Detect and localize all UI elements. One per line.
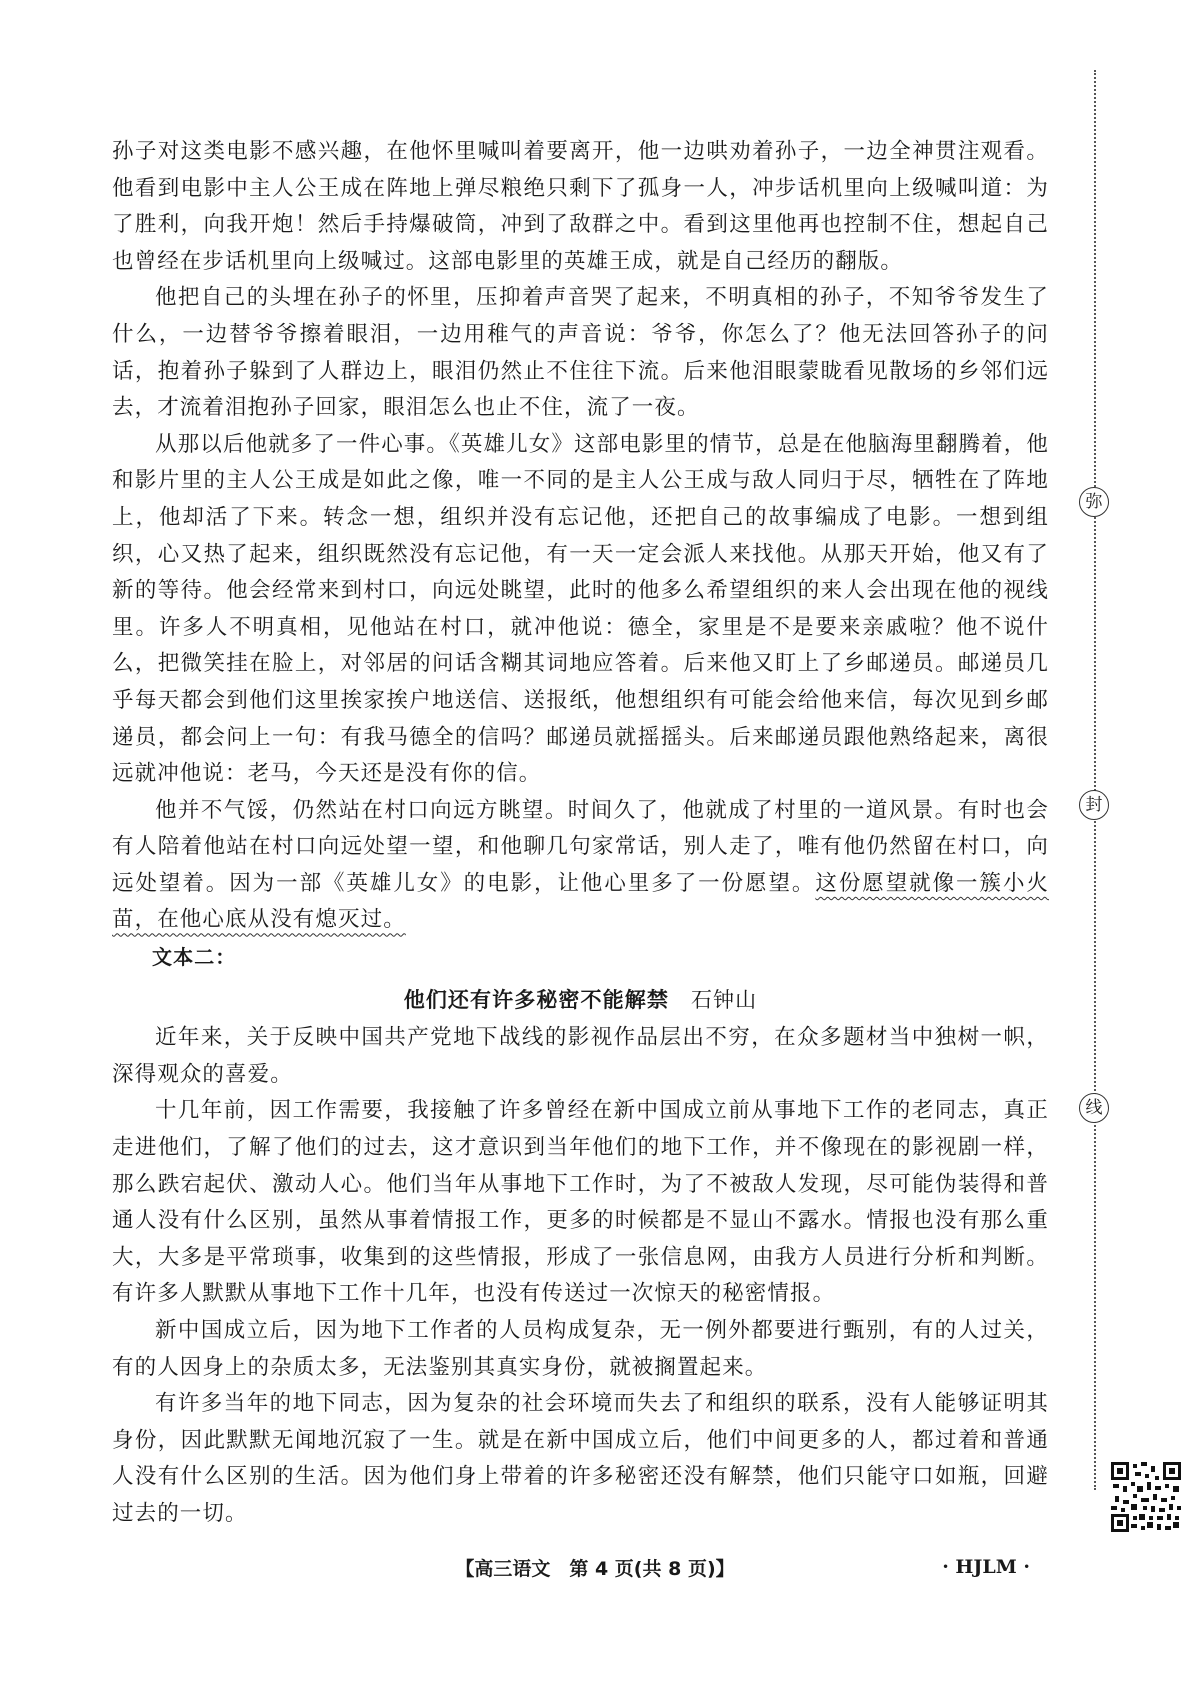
- article-author: 石钟山: [690, 987, 758, 1012]
- seal-mark-mi: 弥: [1079, 487, 1109, 517]
- seal-mark-feng: 封: [1079, 790, 1109, 820]
- paragraph: 孙子对这类电影不感兴趣，在他怀里喊叫着要离开，他一边哄劝着孙子，一边全神贯注观看。他看到电影中主人公王成在阵地上弹尽粮绝只剩下了孤身一人，冲步话机里向上级喊叫道：为了胜利，向我开炮！然后手持爆破筒，冲到了敌群之中。看到这里他再也控制不住，想起自己也曾经在步话机里向上级喊过。这部电影里的英雄王成，就是自己经历的翻版。: [112, 139, 1049, 274]
- seal-mark-xian: 线: [1079, 1093, 1109, 1123]
- paper-code: · HJLM ·: [942, 1556, 1030, 1578]
- paragraph: [112, 793, 1049, 939]
- article-title-line: [112, 982, 1049, 1019]
- article-title: 他们还有许多秘密不能解禁: [403, 987, 669, 1012]
- paragraph: 近年来，关于反映中国共产党地下战线的影视作品层出不穷，在众多题材当中独树一帜，深得观众的喜爱。: [112, 1025, 1049, 1087]
- wavy-underlined-sentence: 这份愿望就像一簇小火苗，在他心底从没有熄灭过。: [112, 870, 1049, 933]
- paragraph: 有许多当年的地下同志，因为复杂的社会环境而失去了和组织的联系，没有人能够证明其身份，因此默默无闻地沉寂了一生。就是在新中国成立后，他们中间更多的人，都过着和普通人没有什么区别的生活。因为他们身上带着的许多秘密还没有解禁，他们只能守口如瓶，回避过去的一切。: [112, 1391, 1049, 1526]
- seal-cut-line: [1094, 70, 1096, 1490]
- paragraph: 十几年前，因工作需要，我接触了许多曾经在新中国成立前从事地下工作的老同志，真正走进他们，了解了他们的过去，这才意识到当年他们的地下工作，并不像现在的影视剧一样，那么跌宕起伏、激动人心。他们当年从事地下工作时，为了不被敌人发现，尽可能伪装得和普通人没有什么区别，虽然从事着情报工作，更多的时候都是不显山不露水。情报也没有那么重大，大多是平常琐事，收集到的这些情报，形成了一张信息网，由我方人员进行分析和判断。有许多人默默从事地下工作十几年，也没有传送过一次惊天的秘密情报。: [112, 1098, 1049, 1307]
- page-footer: 【高三语文 第 4 页(共 8 页)】: [455, 1558, 735, 1580]
- paragraph-text: 他并不气馁，仍然站在村口向远方眺望。时间久了，他就成了村里的一道风景。有时也会有人陪着他站在村口向远处望一望，和他聊几句家常话，别人走了，唯有他仍然留在村口，向远处望着。因为一部《英雄儿女》的电影，让他心里多了一份愿望。: [112, 797, 1049, 896]
- body-text: [112, 134, 1049, 1533]
- paragraph: 新中国成立后，因为地下工作者的人员构成复杂，无一例外都要进行甄别，有的人过关，有的人因身上的杂质太多，无法鉴别其真实身份，就被搁置起来。: [112, 1318, 1049, 1380]
- section-label: 文本二：: [152, 945, 237, 970]
- paragraph: 他把自己的头埋在孙子的怀里，压抑着声音哭了起来，不明真相的孙子，不知爷爷发生了什么，一边替爷爷擦着眼泪，一边用稚气的声音说：爷爷，你怎么了？他无法回答孙子的问话，抱着孙子躲到了人群边上，眼泪仍然止不住往下流。后来他泪眼蒙眬看见散场的乡邻们远去，才流着泪抱孙子回家，眼泪怎么也止不住，流了一夜。: [112, 285, 1049, 421]
- paragraph: 从那以后他就多了一件心事。《英雄儿女》这部电影里的情节，总是在他脑海里翻腾着，他和影片里的主人公王成是如此之像，唯一不同的是主人公王成与敌人同归于尽，牺牲在了阵地上，他却活了下来。转念一想，组织并没有忘记他，还把自己的故事编成了电影。一想到组织，心又热了起来，组织既然没有忘记他，有一天一定会派人来找他。从那天开始，他又有了新的等待。他会经常来到村口，向远处眺望，此时的他多么希望组织的来人会出现在他的视线里。许多人不明真相，见他站在村口，就冲他说：德全，家里是不是要来亲戚啦？他不说什么，把微笑挂在脸上，对邻居的问话含糊其词地应答着。后来他又盯上了乡邮递员。邮递员几乎每天都会到他们这里挨家挨户地送信、送报纸，他想组织有可能会给他来信，每次见到乡邮递员，都会问上一句：有我马德全的信吗？邮递员就摇摇头。后来邮递员跟他熟络起来，离很远就冲他说：老马，今天还是没有你的信。: [112, 431, 1049, 787]
- qr-code-icon: [1111, 1462, 1181, 1532]
